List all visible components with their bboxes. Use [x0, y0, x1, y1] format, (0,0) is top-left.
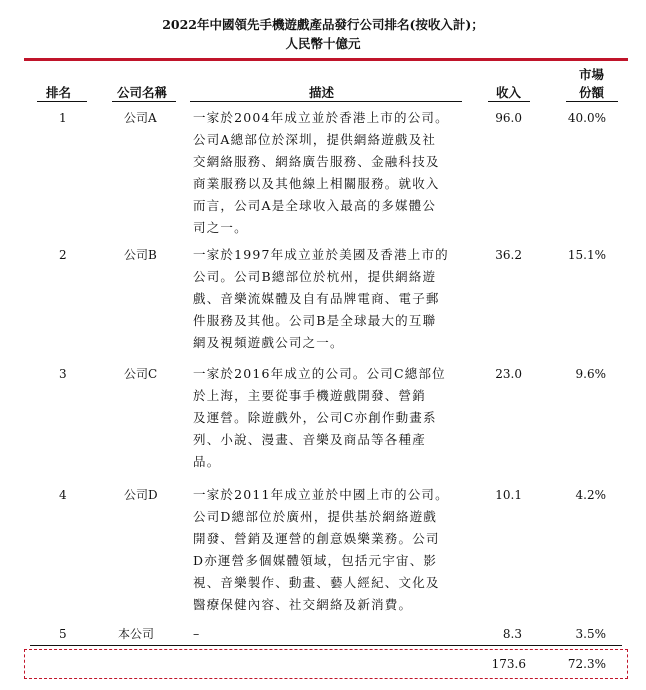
- row-share: 3.5%: [575, 627, 606, 641]
- row-description: 一家於2004年成立並於香港上市的公司。 公司A總部位於深圳，提供網絡遊戲及社 交網絡服務、網絡廣告服務、金融科技及 商業服務以及其他線上相關服務。就收入 而言，公司A是全球收入最高的多媒體公 司之一。: [193, 110, 449, 235]
- col-description-underline: [190, 101, 462, 102]
- row-share: 9.6%: [575, 367, 606, 381]
- col-company-underline: [112, 101, 176, 102]
- col-revenue-header: 收入: [496, 85, 522, 100]
- row-description: 一家於2016年成立的公司。公司C總部位 於上海，主要從事手機遊戲開發、營銷 及運營。除遊戲外，公司C亦創作動畫系 列、小說、漫畫、音樂及商品等各種產 品。: [193, 366, 446, 469]
- row-revenue: 23.0: [495, 367, 522, 381]
- row-company: 公司B: [124, 248, 157, 262]
- col-share-underline: [566, 101, 618, 102]
- col-share-header-line2: 份額: [579, 85, 605, 100]
- row-share: 40.0%: [567, 111, 606, 125]
- row-description: 一家於1997年成立並於美國及香港上市的 公司。公司B總部位於杭州，提供網絡遊 戲、音樂流媒體及自有品牌電商、電子郵 件服務及其他。公司B是全球最大的互聯 網及視頻遊戲公司之一。: [193, 247, 449, 350]
- total-revenue: 173.6: [491, 657, 526, 671]
- total-share: 72.3%: [567, 657, 606, 671]
- row-rank: 5: [59, 627, 67, 641]
- table-title: 2022年中國領先手機遊戲產品發行公司排名(按收入計)；: [162, 17, 484, 32]
- total-rule: [30, 645, 622, 646]
- row-rank: 1: [59, 111, 67, 125]
- row-share: 15.1%: [567, 248, 606, 262]
- row-rank: 2: [59, 248, 67, 262]
- row-revenue: 96.0: [495, 111, 522, 125]
- row-share: 4.2%: [575, 488, 606, 502]
- header-rule: [24, 58, 628, 61]
- col-description-header: 描述: [309, 85, 335, 100]
- col-rank-header: 排名: [46, 85, 72, 100]
- row-revenue: 8.3: [502, 627, 522, 641]
- total-highlight-box: [24, 649, 628, 679]
- row-revenue: 10.1: [495, 488, 522, 502]
- col-share-header-line1: 市場: [579, 67, 605, 82]
- row-company: 本公司: [118, 627, 155, 641]
- row-revenue: 36.2: [495, 248, 522, 262]
- row-rank: 3: [59, 367, 67, 381]
- col-revenue-underline: [488, 101, 530, 102]
- table-subtitle: 人民幣十億元: [285, 36, 361, 51]
- row-description: 一家於2011年成立並於中國上市的公司。 公司D總部位於廣州，提供基於網絡遊戲 開發、營銷及運營的創意娛樂業務。公司 D亦運營多個媒體領域，包括元宇宙、影 視、音樂製作、動畫、藝人經紀、文化及 醫療保健內容、社交網絡及新消費。: [193, 487, 449, 612]
- row-company: 公司D: [124, 488, 158, 502]
- row-company: 公司A: [124, 111, 157, 125]
- col-rank-underline: [37, 101, 87, 102]
- row-company: 公司C: [124, 367, 158, 381]
- row-description: –: [193, 626, 201, 641]
- row-rank: 4: [59, 488, 67, 502]
- col-company-header: 公司名稱: [117, 85, 168, 100]
